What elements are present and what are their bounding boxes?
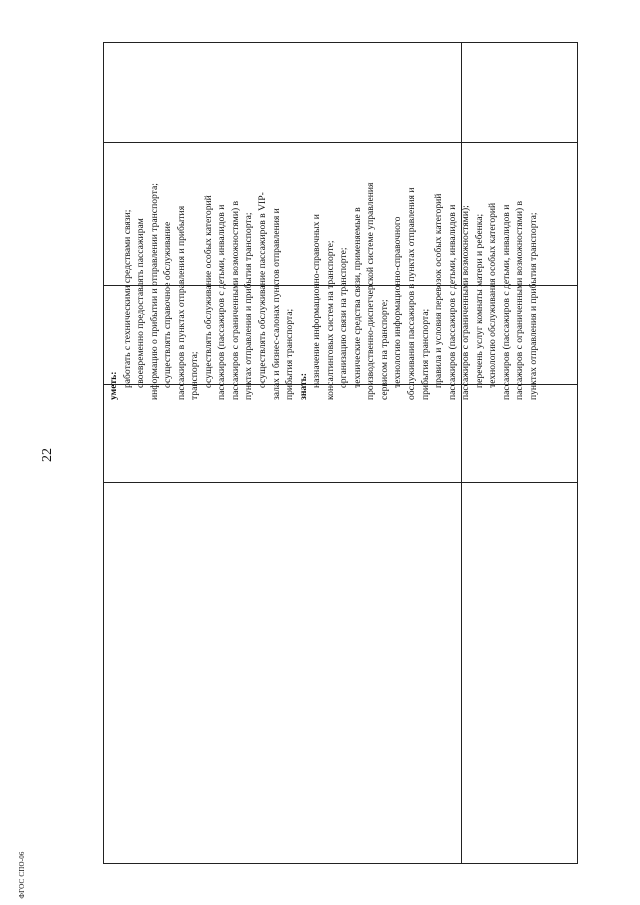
- text-line: своевременно предоставлять пассажирам: [135, 218, 147, 388]
- text-line: осуществлять обслуживание особых категорий: [202, 195, 214, 388]
- text-line: пассажиров с ограниченными возможностями);: [460, 205, 472, 400]
- skills-knowledge-cell: [107, 43, 539, 400]
- text-line: прибытия транспорта;: [419, 308, 431, 400]
- text-line: залах и бизнес-салонах пунктов отправления и: [270, 208, 282, 400]
- text-line: пассажиров (пассажиров с детьми, инвалидов и: [500, 204, 512, 400]
- row-divider: [104, 482, 577, 483]
- text-line: осуществлять обслуживание пассажиров в VIP-: [257, 192, 269, 388]
- text-line: производственно-диспетчерской системе управления: [365, 182, 377, 400]
- text-line: пассажиров (пассажиров с детьми, инвалидов и: [216, 204, 228, 400]
- page-number: 22: [40, 448, 55, 462]
- text-line: пассажиров с ограниченными возможностями) в: [229, 200, 241, 400]
- text-line: правила и условия перевозок особых категорий: [433, 193, 445, 388]
- text-line: работать с техническими средствами связи;: [121, 209, 133, 388]
- competency-table: [103, 42, 578, 864]
- text-line: пассажиров (пассажиров с детьми, инвалидов и: [446, 204, 458, 400]
- section-heading: знать:: [297, 373, 309, 400]
- text-line: организацию связи на транспорте;: [338, 247, 350, 388]
- text-line: технологию обслуживания особых категорий: [487, 202, 499, 388]
- text-line: информацию о прибытии и отправлении транспорта;: [148, 183, 160, 400]
- text-line: осуществлять справочное обслуживание: [162, 221, 174, 388]
- text-line: технологию информационно-справочного: [392, 216, 404, 388]
- text-line: сервисом на транспорте;: [378, 299, 390, 400]
- text-line: консалтинговых систем на транспорте;: [324, 240, 336, 400]
- text-line: пассажиров с ограниченными возможностями) в: [514, 200, 526, 400]
- text-line: пунктах отправления и прибытия транспорта;: [243, 212, 255, 400]
- text-line: транспорта;: [189, 351, 201, 400]
- section-heading: уметь:: [108, 371, 119, 400]
- text-line: обслуживания пассажиров в пунктах отправления и: [406, 187, 418, 400]
- text-line: перечень услуг комнаты матери и ребенка;: [473, 213, 485, 388]
- text-line: пунктах отправления и прибытия транспорта;: [527, 212, 539, 400]
- text-line: прибытия транспорта;: [284, 308, 296, 400]
- footer-code: ФГОС СПО-06: [18, 851, 26, 899]
- text-line: назначение информационно-справочных и: [311, 214, 323, 388]
- text-line: пассажиров в пунктах отправления и прибытия: [175, 205, 187, 400]
- text-line: технические средства связи, применяемые в: [351, 207, 363, 388]
